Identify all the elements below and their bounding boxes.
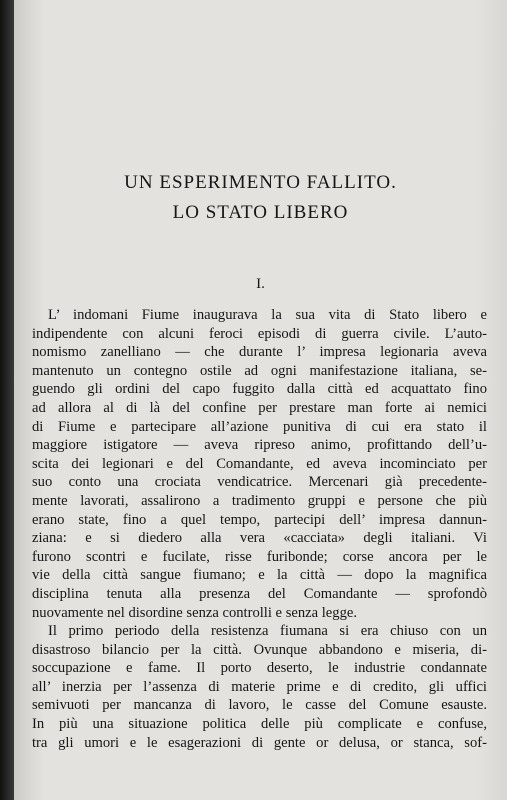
text-line: maggiore istigatore — aveva ripreso animo, profittando dell’u- <box>32 437 487 454</box>
text-line: indipendente con alcuni feroci episodi di guerra civile. L’auto- <box>32 325 487 342</box>
text-line: L’ indomani Fiume inaugurava la sua vita di Stato libero e <box>48 307 487 323</box>
text-line: all’ inerzia per l’assenza di materie prime e di credito, gli uffici <box>32 678 487 695</box>
text-line: mente lavorati, assalirono a tradimento gruppi e persone che più <box>32 492 487 509</box>
chapter-heading <box>14 168 507 228</box>
text-line: ad allora al di là del confine per prestare man forte ai nemici <box>32 399 487 416</box>
book-page <box>14 0 507 800</box>
text-line: semivuoti per mancanza di lavoro, le casse del Comune esauste. <box>32 697 487 714</box>
text-line: furono scontri e fucilate, risse furibonde; corse ancora per le <box>32 548 487 565</box>
text-line: soccupazione e fame. Il porto deserto, le industrie condannate <box>32 660 487 677</box>
text-line: suo conto una crociata vendicatrice. Mercenari già precedente- <box>32 474 487 491</box>
text-line: vie della città sangue fiumano; e la città — dopo la magnifica <box>32 567 487 584</box>
book-gutter <box>0 0 14 800</box>
section-number: I. <box>256 276 265 292</box>
text-line: ziana: e si diedero alla vera «cacciata» degli italiani. Vi <box>32 530 487 547</box>
text-line: di Fiume e partecipare all’azione punitiva di cui era stato il <box>32 418 487 435</box>
text-line: In più una situazione politica delle più complicate e confuse, <box>32 716 487 733</box>
text-line: Il primo periodo della resistenza fiumana si era chiuso con un <box>48 623 487 640</box>
chapter-title-line-1: UN ESPERIMENTO FALLITO. <box>124 172 397 193</box>
text-line: disciplina tenuta alla presenza del Comandante — sprofondò <box>32 585 487 602</box>
body-text <box>32 306 487 752</box>
chapter-title-line-2: LO STATO LIBERO <box>172 202 349 223</box>
text-line: erano state, fino a quel tempo, partecipi dell’ impresa dannun- <box>32 511 487 528</box>
text-line: nomismo zanelliano — che durante l’ impresa legionaria aveva <box>32 344 487 361</box>
text-line: scita dei legionari e del Comandante, ed aveva incominciato per <box>32 455 487 472</box>
text-line: tra gli umori e le esagerazioni di gente or delusa, or stanca, sof- <box>32 734 487 751</box>
text-line: guendo gli ordini del capo fuggito dalla città ed acquattato fino <box>32 381 487 398</box>
text-line: nuovamente nel disordine senza controlli e senza legge. <box>32 604 357 621</box>
text-line: disastroso bilancio per la città. Ovunque abbandono e miseria, di- <box>32 641 487 658</box>
text-line: mantenuto un contegno ostile ad ogni manifestazione italiana, se- <box>32 362 487 379</box>
